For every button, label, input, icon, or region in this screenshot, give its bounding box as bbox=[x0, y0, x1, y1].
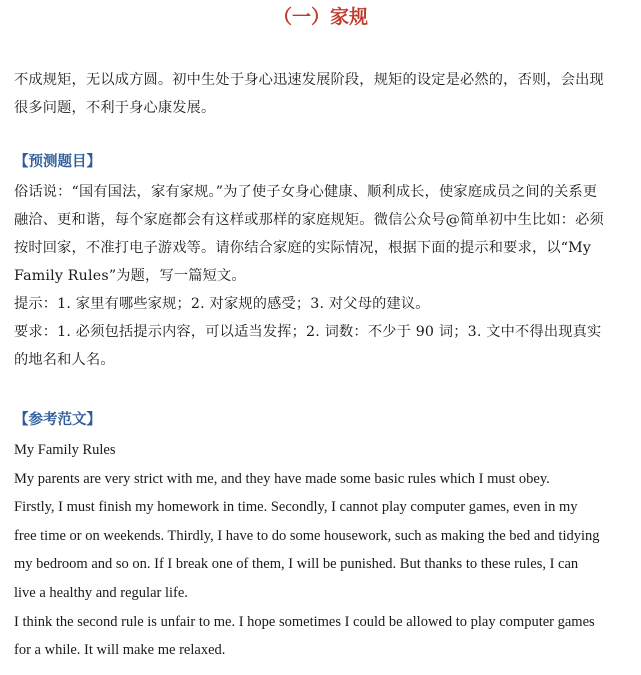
prediction-heading: 【预测题目】 bbox=[14, 154, 101, 170]
hint-line: 提示：1. 家里有哪些家规；2. 对家规的感受；3. 对父母的建议。 bbox=[14, 296, 430, 312]
essay-line: free time or on weekends. Thirdly, I have to do some housework, such as making the bed and tidying bbox=[14, 527, 600, 544]
essay-line: Firstly, I must finish my homework in time. Secondly, I cannot play computer games, even in my bbox=[14, 499, 578, 516]
page-title: （一）家规 bbox=[272, 6, 368, 28]
prediction-body bbox=[14, 178, 626, 374]
intro-paragraph bbox=[14, 66, 626, 122]
essay-title: My Family Rules bbox=[14, 442, 116, 458]
requirement-line: 要求：1. 必须包括提示内容，可以适当发挥；2. 词数：不少于 90 词；3. 文中不得出现真实 bbox=[14, 324, 602, 340]
requirement-line: 的地名和人名。 bbox=[14, 352, 115, 368]
prediction-line: 按时回家，不准打电子游戏等。请你结合家庭的实际情况，根据下面的提示和要求，以“My bbox=[14, 240, 592, 256]
essay-line: My parents are very strict with me, and they have made some basic rules which I must obey. bbox=[14, 470, 550, 487]
intro-line: 很多问题，不利于身心康发展。 bbox=[14, 100, 216, 116]
essay-line: I think the second rule is unfair to me. I hope sometimes I could be allowed to play computer games bbox=[14, 613, 595, 630]
intro-line: 不成规矩，无以成方圆。初中生处于身心迅速发展阶段，规矩的设定是必然的，否则，会出现 bbox=[14, 72, 604, 88]
prediction-line: 融洽、更和谐，每个家庭都会有这样或那样的家庭规矩。微信公众号@简单初中生比如：必须 bbox=[14, 212, 604, 228]
sample-heading: 【参考范文】 bbox=[14, 412, 101, 428]
essay-line: my bedroom and so on. If I break one of them, I will be punished. But thanks to these rules, I can bbox=[14, 556, 579, 573]
prediction-line: 俗话说：“国有国法，家有家规。”为了使子女身心健康、顺利成长，使家庭成员之间的关系更 bbox=[14, 184, 598, 200]
essay-line: live a healthy and regular life. bbox=[14, 584, 188, 601]
sample-essay bbox=[14, 436, 626, 665]
essay-line: for a while. It will make me relaxed. bbox=[14, 642, 226, 659]
prediction-line: Family Rules”为题，写一篇短文。 bbox=[14, 268, 246, 284]
